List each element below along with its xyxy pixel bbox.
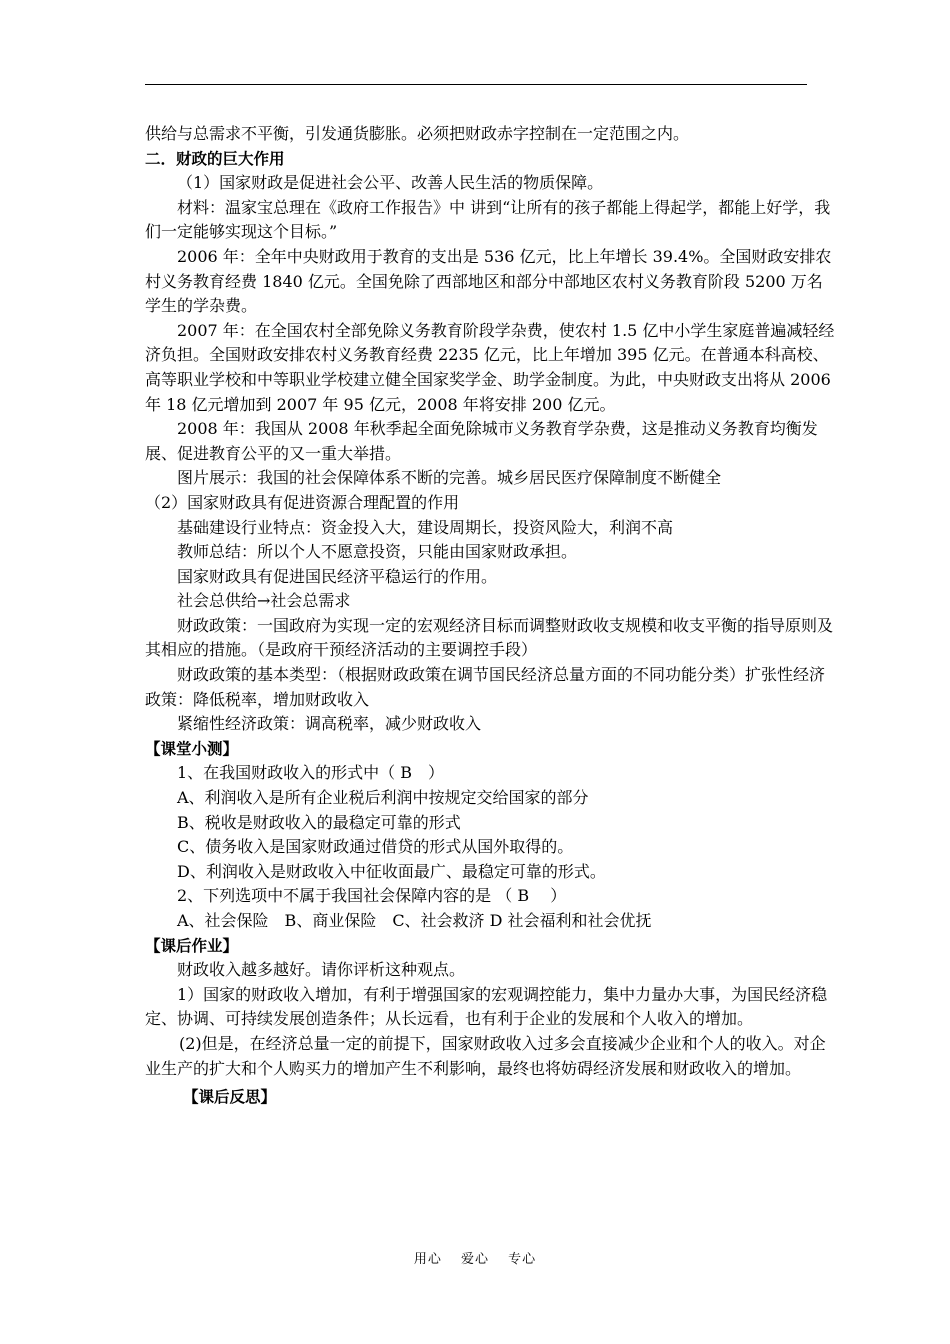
paragraph-material: 材料：温家宝总理在《政府工作报告》中 讲到“让所有的孩子都能上得起学，都能上好学，我们一定能够实现这个目标。”: [145, 197, 831, 242]
section-heading-homework: 【课后作业】: [145, 936, 239, 955]
paragraph-policy-types: 财政政策的基本类型：（根据财政政策在调节国民经济总量方面的不同功能分类）扩张性经济政策：降低税率，增加财政收入: [145, 665, 826, 709]
quiz-question-1: 1、在我国财政收入的形式中（ B ）: [177, 763, 445, 783]
paragraph-2008: 2008 年：我国从 2008 年秋季起全面免除城市义务教育学杂费，这是推动义务教育均衡发展、促进教育公平的又一重大举措。: [145, 419, 818, 463]
section-heading-reflection: 【课后反思】: [183, 1088, 277, 1107]
document-body: [145, 122, 835, 1110]
paragraph-point-2: （2）国家财政具有促进资源合理配置的作用: [145, 492, 460, 512]
paragraph-2007: 2007 年：在全国农村全部免除义务教育阶段学杂费，使农村 1.5 亿中小学生家庭普遍减轻经济负担。全国财政安排农村义务教育经费 2235 亿元，比上年增加 395 亿元。在普通本科高校、高等职业学校和中等职业学校建立健全国家奖学金、助学金制度。为此，中央财政支出将从 2006 年 18 亿元增加到 2007 年 95 亿元，2008 年将安排 200 亿元。: [145, 320, 835, 414]
paragraph-point-1: （1）国家财政是促进社会公平、改善人民生活的物质保障。: [177, 173, 604, 193]
paragraph-supply-demand: 社会总供给→社会总需求: [177, 591, 351, 611]
quiz-option-b: B、税收是财政收入的最稳定可靠的形式: [177, 812, 461, 832]
paragraph-picture-display: 图片展示：我国的社会保障体系不断的完善。城乡居民医疗保障制度不断健全: [177, 468, 722, 488]
homework-prompt: 财政收入越多越好。请你评析这种观点。: [177, 960, 466, 980]
paragraph-contractionary: 紧缩性经济政策：调高税率，减少财政收入: [177, 714, 482, 734]
quiz-question-2: 2、下列选项中不属于我国社会保障内容的是 （ B ）: [177, 886, 567, 906]
section-heading-quiz: 【课堂小测】: [145, 739, 239, 758]
paragraph-teacher-summary: 教师总结：所以个人不愿意投资，只能由国家财政承担。: [177, 542, 578, 562]
paragraph-stable-operation: 国家财政具有促进国民经济平稳运行的作用。: [177, 566, 498, 586]
quiz-option-a: A、利润收入是所有企业税后利润中按规定交给国家的部分: [177, 788, 589, 808]
quiz-option-d: D、利润收入是财政收入中征收面最广、最稳定可靠的形式。: [177, 861, 606, 881]
section-heading-finance-role: 二．财政的巨大作用: [145, 149, 285, 168]
paragraph-2006: 2006 年：全年中央财政用于教育的支出是 536 亿元，比上年增长 39.4%。全国财政安排农村义务教育经费 1840 亿元。全国免除了西部地区和部分中部地区农村义务教育阶段 5200 万名学生的学杂费。: [145, 246, 832, 316]
quiz-question-2-options: A、社会保险 B、商业保险 C、社会救济 D 社会福利和社会优抚: [177, 911, 652, 930]
homework-answer-2: (2)但是，在经济总量一定的前提下，国家财政收入过多会直接减少企业和个人的收入。对企业生产的扩大和个人购买力的增加产生不利影响，最终也将妨碍经济发展和财政收入的增加。: [145, 1033, 826, 1078]
header-rule: [145, 84, 807, 85]
homework-answer-1: 1）国家的财政收入增加，有利于增强国家的宏观调控能力，集中力量办大事，为国民经济稳定、协调、可持续发展创造条件；从长远看，也有利于企业的发展和个人收入的增加。: [145, 984, 828, 1029]
paragraph-deficit-conclusion: 供给与总需求不平衡，引发通货膨胀。必须把财政赤字控制在一定范围之内。: [145, 124, 690, 143]
paragraph-fiscal-policy: 财政政策：一国政府为实现一定的宏观经济目标而调整财政收支规模和收支平衡的指导原则及其相应的措施。（是政府干预经济活动的主要调控手段）: [145, 615, 834, 660]
paragraph-infrastructure: 基础建设行业特点：资金投入大，建设周期长，投资风险大，利润不高: [177, 517, 674, 537]
page-footer: 用心 爱心 专心: [413, 1252, 537, 1267]
quiz-option-c: C、债务收入是国家财政通过借贷的形式从国外取得的。: [177, 837, 574, 857]
